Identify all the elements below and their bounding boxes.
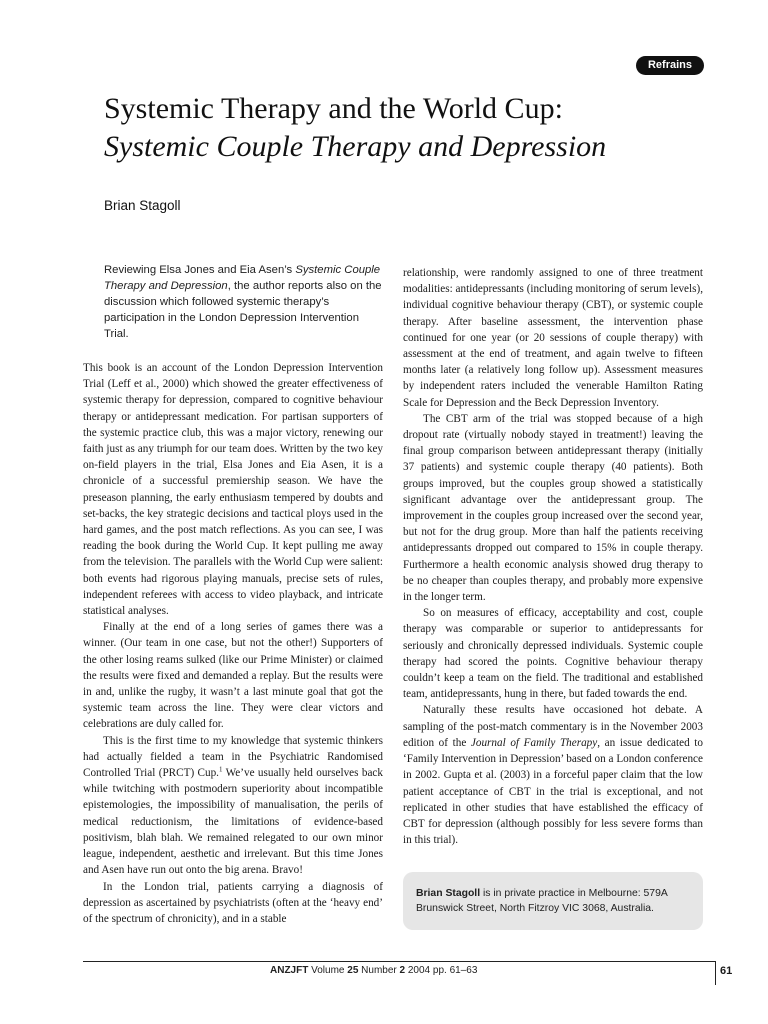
page-number: 61: [720, 965, 733, 977]
body-paragraph: Finally at the end of a long series of games there was a winner. (Our team in one case, but not the other!) Supporters of the other losing reams sulked (like our Prime Minister) or claimed the results were fixed and demanded a replay. But the results were in and, unlike the rugby, it wasn’t a last minute goal that got the systemic team across the line. They were clear victors and celebrations are duly called for.: [83, 621, 383, 731]
footer-volume-label: Volume: [311, 965, 345, 976]
abstract-book-title: Systemic Couple Therapy and Depression: [104, 264, 381, 292]
body-paragraph: So on measures of efficacy, acceptability and cost, couple therapy was comparable or superior to antidepressants for seriously and chronically depressed individuals. Systemic couple therapy had scored the points. Cognitive behaviour therapy couldn’t keep a team on the field. The traditional and established team, antidepressants, hung in there, but faded towards the end.: [403, 607, 703, 701]
footnote-marker[interactable]: 1: [218, 765, 223, 774]
footer-divider: [715, 961, 716, 985]
paragraph-text: This is the first time to my knowledge that systemic thinkers had actually fielded a team in the Psychiatric Randomised Controlled Trial (PRCT) Cup.: [83, 734, 383, 780]
section-badge: Refrains: [636, 56, 704, 75]
footer-journal: ANZJFT: [270, 965, 309, 976]
footer-year-pages: 2004 pp. 61–63: [407, 965, 478, 976]
paragraph-text: , an issue dedicated to ‘Family Intervention in Depression’ based on a London conference in 2002. Gupta et al. (2003) in a forceful paper claim that the low patient acceptance of CBT in the trial is exceptional, and not replicated in other studies that have established the efficacy of CBT for depression (although possibly for less severe forms than in this trial).: [403, 736, 704, 847]
paragraph-text: Naturally these results have occasioned hot debate. A sampling of the post-match commentary is in the November 2003 edition of the: [403, 704, 703, 749]
bio-name: Brian Stagoll: [416, 888, 481, 899]
footer-rule: [83, 961, 715, 962]
body-column-left: [83, 360, 383, 927]
title-main: Systemic Therapy and the World Cup:: [104, 92, 563, 125]
footer-citation: [270, 964, 550, 978]
footer-number-label: Number: [361, 965, 397, 976]
body-paragraph: This book is an account of the London Depression Intervention Trial (Leff et al., 2000) which showed the greater effectiveness of systemic therapy for depression, compared to cognitive behaviour therapy or antidepressant medication. For partisan supporters of the systemic practice club, this was a major victory, renewing our faith just as any triumph for our team does. Written by the two key on-field players in the trial, Elsa Jones and Eia Asen, it is a chronicle of a successful premiership season. We have the preseason planning, the early enthusiasm tempered by doubts and set-backs, the key strategic decisions and tactical ploys used in the hard games, and the post match reflections. As you can see, I was reading the book during the World Cup. It kept pulling me away from the television. The parallels with the World Cup were salient: both events had rigorous playing manuals, precise sets of rules, independent referees with access to video playback, and intricate statistical analyses.: [83, 362, 383, 618]
body-paragraph: In the London trial, patients carrying a diagnosis of depression as ascertained by psychiatrists (often at the ‘heavy end’ of the spectrum of chronicity), and in a stable: [83, 880, 383, 925]
journal-name: Journal of Family Therapy: [470, 736, 598, 749]
abstract: [104, 262, 384, 342]
body-paragraph: relationship, were randomly assigned to one of three treatment modalities: antidepressants (including monitoring of serum levels), individual cognitive behaviour therapy (CBT), or systemic couple therapy. After baseline assessment, the intervention phase continued for one year (or 20 sessions of couple therapy) with assessment at the end of treatment, and again twelve to fifteen months later (a relatively long follow up). Assessment measures by independent raters included the venerable Hamilton Rating Scale for Depression and the Beck Depression Inventory.: [403, 267, 703, 409]
author-bio-box: [403, 872, 703, 930]
article-title: [104, 90, 704, 166]
footer-number: 2: [399, 965, 406, 976]
bio-text: is in private practice in Melbourne: 579A Brunswick Street, North Fitzroy VIC 3068, Australia.: [416, 888, 668, 914]
author-name: Brian Stagoll: [104, 198, 181, 213]
body-paragraph: [403, 702, 703, 848]
abstract-part1: Reviewing Elsa Jones and Eia Asen’s: [104, 264, 296, 276]
abstract-part2: , the author reports also on the discussion which followed systemic therapy’s participation in the London Depression Intervention Trial.: [104, 280, 382, 340]
body-paragraph: The CBT arm of the trial was stopped because of a high dropout rate (virtually nobody stayed in treatment!) leaving the final group comparison between antidepressant therapy (initially 37 patients) and systemic couple therapy (40 patients). Both groups improved, but the couples group showed a statistically significant advantage over the antidepressant group. The improvement in the couples group increased over the second year, but not for the drug group. More than half the patients receiving antidepressants dropped out compared to 15% in couple therapy. Furthermore a health economic analysis showed drug therapy to be no cheaper than couples therapy, and probably more expensive in the longer term.: [403, 412, 703, 604]
body-column-right: [403, 265, 703, 848]
paragraph-text: We’ve usually held ourselves back while twitching with postmodern superiority about incompatible epistemologies, the impossibility of manualisation, the perils of medical reductionism, the limitations of evidence-based positivism, blah blah. We remained relegated to our own minor league, independent, aesthetic and irrelevant. But this time Jones and Asen have run out onto the big arena. Bravo!: [83, 767, 383, 877]
title-subtitle: Systemic Couple Therapy and Depression: [104, 130, 607, 163]
body-paragraph: [83, 733, 383, 879]
footer-volume: 25: [347, 965, 359, 976]
